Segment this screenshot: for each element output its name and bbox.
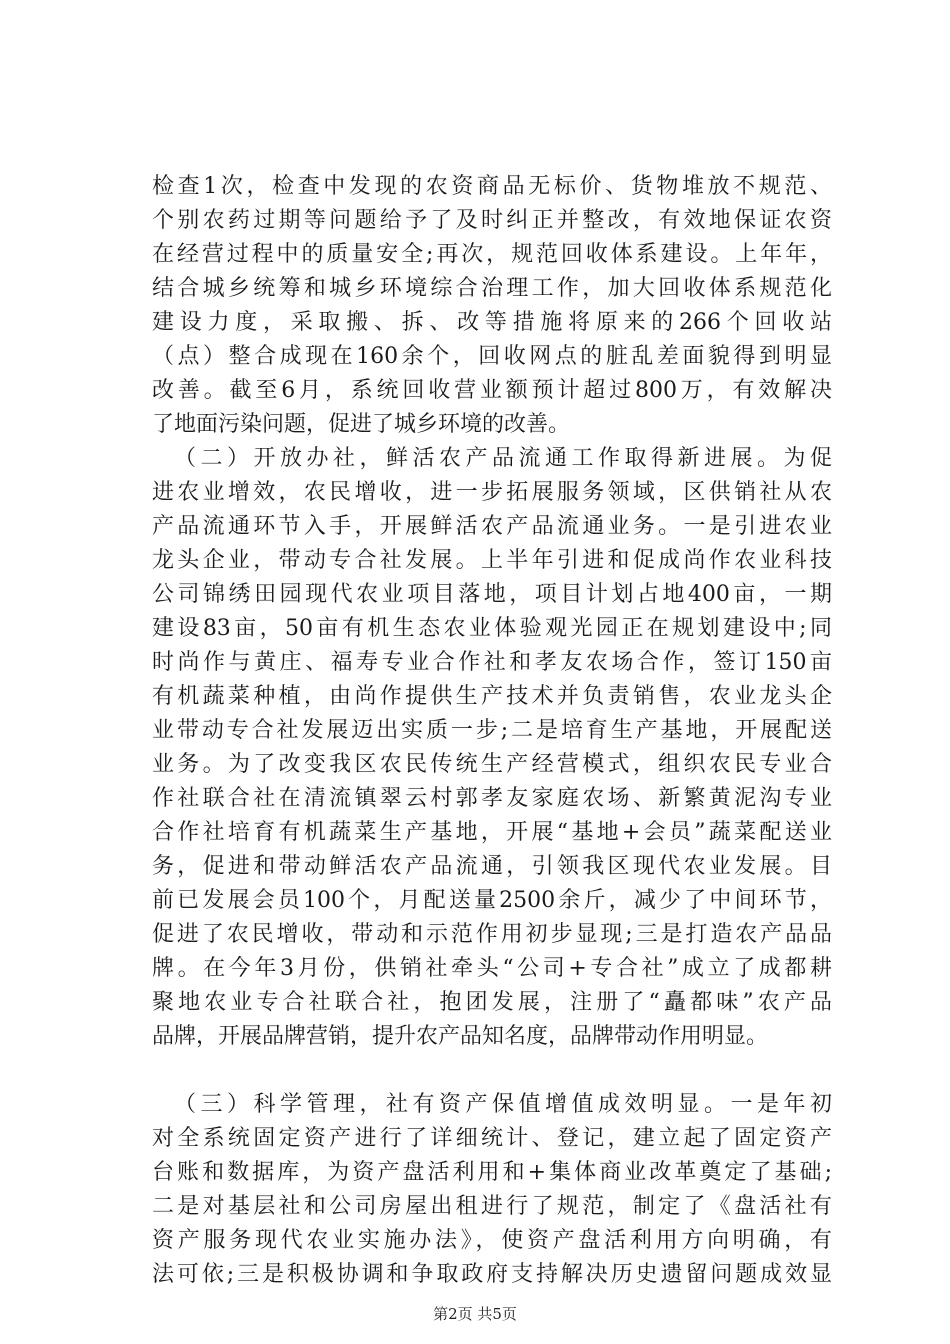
text-line: 公司锦绣田园现代农业项目落地，项目计划占地400亩，一期	[152, 582, 832, 607]
text-line: 时尚作与黄庄、福寿专业合作社和孝友农场合作，签订150亩	[152, 650, 832, 675]
text-line: 作社联合社在清流镇翠云村郭孝友家庭农场、新繁黄泥沟专业	[152, 786, 832, 811]
text-line: （三）科学管理，社有资产保值增值成效明显。一是年初	[174, 1092, 832, 1117]
text-line: 合作社培育有机蔬菜生产基地，开展“基地+会员”蔬菜配送业	[152, 820, 832, 845]
text-line: 法可依;三是积极协调和争取政府支持解决历史遗留问题成效显	[152, 1262, 832, 1287]
text-line: 务，促进和带动鲜活农产品流通，引领我区现代农业发展。目	[152, 854, 832, 879]
text-line: 改善。截至6月，系统回收营业额预计超过800万，有效解决	[152, 378, 832, 403]
text-line: 检查1次，检查中发现的农资商品无标价、货物堆放不规范、	[152, 174, 832, 199]
text-line: 二是对基层社和公司房屋出租进行了规范，制定了《盘活社有	[152, 1194, 832, 1219]
paragraph-3	[152, 1088, 832, 1292]
document-body	[152, 170, 832, 1292]
text-line: 业务。为了改变我区农民传统生产经营模式，组织农民专业合	[152, 752, 832, 777]
text-line: 建设力度，采取搬、拆、改等措施将原来的266个回收站	[152, 310, 832, 335]
text-line: 在经营过程中的质量安全;再次，规范回收体系建设。上年年，	[152, 242, 832, 267]
text-line: （二）开放办社，鲜活农产品流通工作取得新进展。为促	[174, 446, 832, 471]
text-line: 了地面污染问题，促进了城乡环境的改善。	[152, 412, 571, 437]
text-line: 促进了农民增收，带动和示范作用初步显现;三是打造农产品品	[152, 922, 832, 947]
text-line: 台账和数据库，为资产盘活利用和+集体商业改革奠定了基础;	[152, 1160, 832, 1185]
page-footer: 第2页 共5页	[433, 1305, 517, 1323]
text-line: 产品流通环节入手，开展鲜活农产品流通业务。一是引进农业	[152, 514, 832, 539]
text-line: 龙头企业，带动专合社发展。上半年引进和促成尚作农业科技	[152, 548, 832, 573]
text-line: 品牌，开展品牌营销，提升农产品知名度，品牌带动作用明显。	[152, 1024, 769, 1049]
text-line: 结合城乡统筹和城乡环境综合治理工作，加大回收体系规范化	[152, 276, 832, 301]
text-line: 前已发展会员100个，月配送量2500余斤，减少了中间环节，	[152, 888, 832, 913]
text-line: 建设83亩，50亩有机生态农业体验观光园正在规划建设中;同	[152, 616, 832, 641]
text-line: 有机蔬菜种植，由尚作提供生产技术并负责销售，农业龙头企	[152, 684, 832, 709]
paragraph-2	[152, 442, 832, 1054]
text-line: 进农业增效，农民增收，进一步拓展服务领域，区供销社从农	[152, 480, 832, 505]
text-line: 聚地农业专合社联合社，抱团发展，注册了“矗都味”农产品	[152, 990, 832, 1015]
text-line: 牌。在今年3月份，供销社牵头“公司+专合社”成立了成都耕	[152, 956, 832, 981]
text-line: （点）整合成现在160余个，回收网点的脏乱差面貌得到明显	[152, 344, 832, 369]
text-line: 对全系统固定资产进行了详细统计、登记，建立起了固定资产	[152, 1126, 832, 1151]
text-line: 资产服务现代农业实施办法》，使资产盘活利用方向明确，有	[152, 1228, 832, 1253]
text-line: 个别农药过期等问题给予了及时纠正并整改，有效地保证农资	[152, 208, 832, 233]
paragraph-spacer	[152, 1054, 832, 1088]
text-line: 业带动专合社发展迈出实质一步;二是培育生产基地，开展配送	[152, 718, 832, 743]
paragraph-1	[152, 170, 832, 442]
